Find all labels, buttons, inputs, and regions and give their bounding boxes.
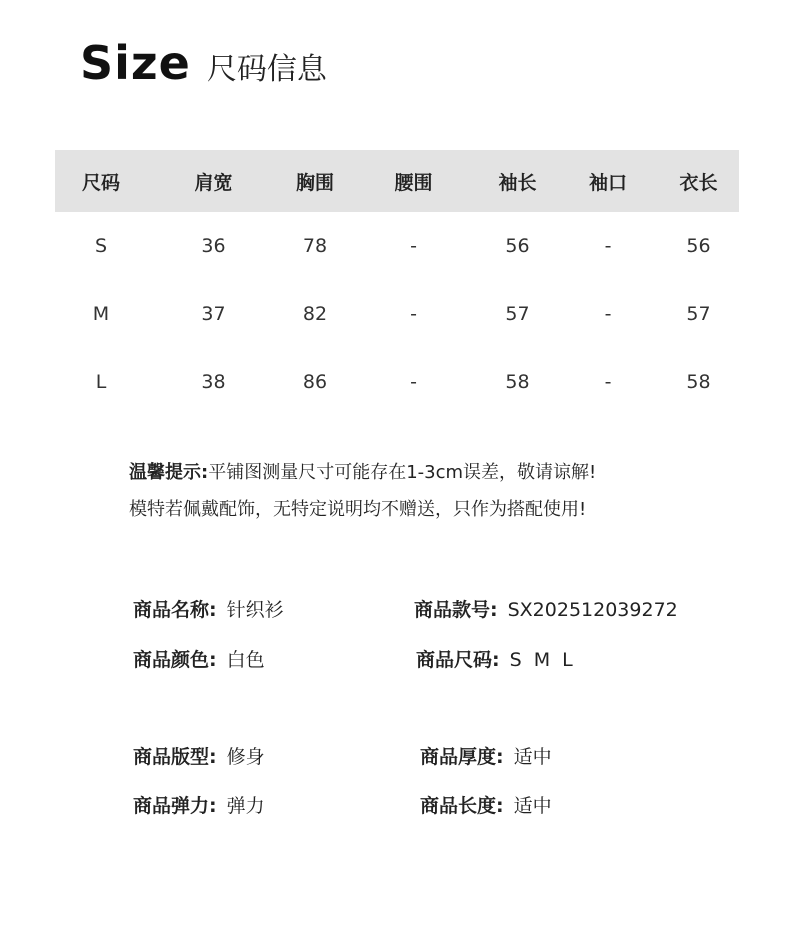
product-sizes — [416, 645, 573, 672]
table-cell: 57 — [686, 303, 711, 325]
product-sku-value: SX202512039272 — [507, 599, 678, 621]
table-cell: 86 — [302, 371, 328, 393]
product-length-label: 商品长度: — [420, 795, 504, 817]
product-fit — [133, 742, 265, 769]
header-cell-size: 尺码 — [81, 171, 120, 194]
table-cell: 58 — [505, 371, 530, 393]
product-color-value: 白色 — [226, 649, 265, 671]
product-color — [133, 645, 265, 672]
table-cell: 57 — [505, 303, 530, 325]
product-name-label: 商品名称: — [133, 599, 217, 621]
table-cell: 78 — [302, 235, 328, 257]
header-cell-cuff: 袖口 — [588, 171, 627, 194]
product-thickness-label: 商品厚度: — [420, 746, 504, 768]
table-cell: - — [604, 303, 612, 325]
measurement-notes — [129, 454, 689, 528]
table-row — [55, 280, 739, 348]
table-cell: 37 — [201, 303, 226, 325]
header-cell-length: 衣长 — [679, 171, 718, 194]
notes-line-1 — [129, 454, 689, 491]
product-thickness — [420, 742, 552, 769]
notes-text-1: 平铺图测量尺寸可能存在1-3cm误差，敬请谅解! — [208, 462, 597, 483]
product-length — [420, 791, 552, 818]
product-sku — [414, 595, 678, 622]
page-title — [80, 36, 327, 96]
product-elasticity-value: 弹力 — [226, 795, 265, 817]
product-elasticity — [133, 791, 265, 818]
table-cell: - — [410, 235, 417, 257]
product-elasticity-label: 商品弹力: — [133, 795, 217, 817]
product-sizes-label: 商品尺码: — [416, 649, 500, 671]
product-fit-label: 商品版型: — [133, 746, 217, 768]
product-name-value: 针织衫 — [226, 599, 284, 621]
product-color-label: 商品颜色: — [133, 649, 217, 671]
table-row — [55, 212, 739, 280]
table-cell: L — [95, 371, 107, 393]
table-cell: 56 — [686, 235, 711, 257]
product-sku-label: 商品款号: — [414, 599, 498, 621]
table-cell: - — [604, 235, 612, 257]
table-cell: 36 — [201, 235, 226, 257]
header-cell-waist: 腰围 — [394, 171, 433, 194]
header-cell-sleeve-length: 袖长 — [498, 171, 537, 194]
notes-line-2: 模特若佩戴配饰，无特定说明均不赠送，只作为搭配使用! — [129, 499, 587, 520]
product-name — [133, 595, 284, 622]
page-title-chinese: 尺码信息 — [206, 52, 327, 87]
size-table — [55, 150, 739, 416]
table-row — [55, 348, 739, 416]
product-fit-value: 修身 — [226, 746, 265, 768]
product-sizes-value: S M L — [509, 649, 573, 671]
table-cell: 38 — [201, 371, 226, 393]
header-cell-chest: 胸围 — [295, 171, 334, 194]
header-cell-shoulder: 肩宽 — [194, 171, 233, 194]
page-title-english: Size — [80, 36, 191, 90]
table-cell: S — [94, 235, 108, 257]
table-cell: M — [92, 303, 110, 325]
product-length-value: 适中 — [513, 795, 552, 817]
size-table-header — [55, 150, 739, 212]
product-thickness-value: 适中 — [513, 746, 552, 768]
table-cell: - — [410, 371, 417, 393]
table-cell: 82 — [302, 303, 328, 325]
notes-label: 温馨提示: — [129, 462, 209, 483]
table-cell: - — [604, 371, 612, 393]
table-cell: 58 — [686, 371, 711, 393]
table-cell: 56 — [505, 235, 530, 257]
table-cell: - — [410, 303, 417, 325]
